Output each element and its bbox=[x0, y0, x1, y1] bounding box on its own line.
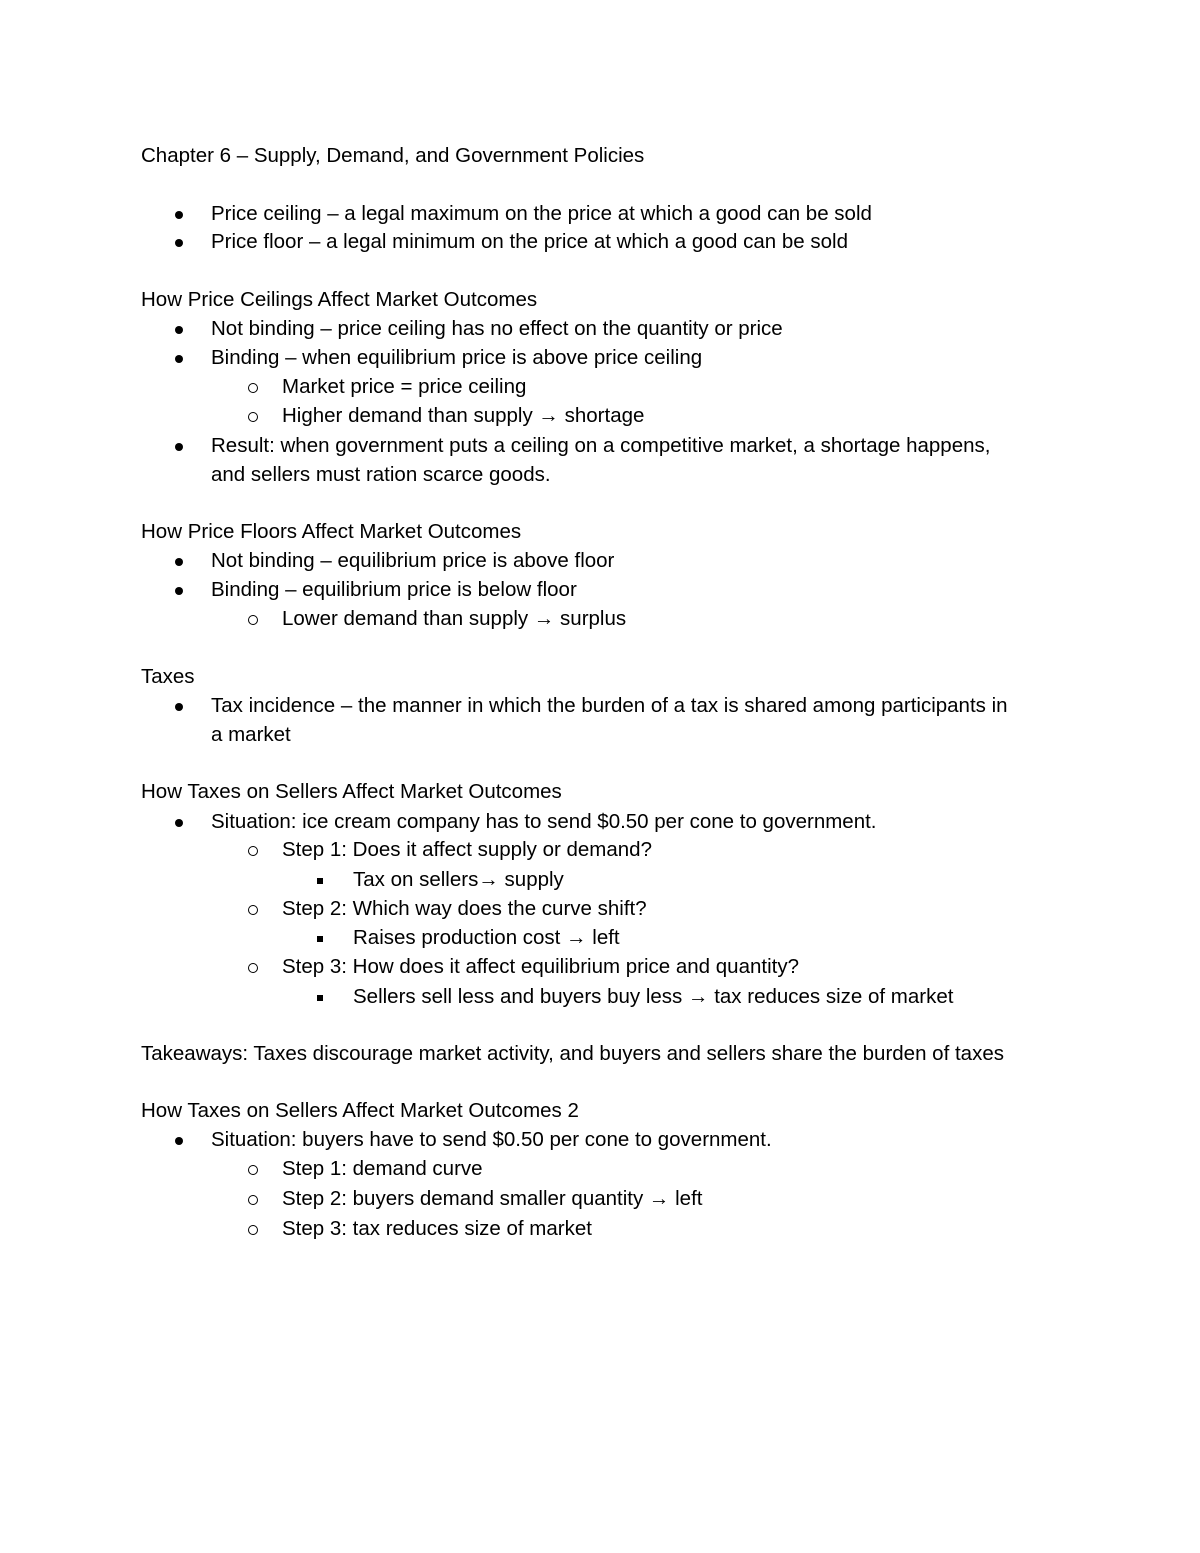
list-item: Higher demand than supply → shortage bbox=[282, 404, 645, 427]
list-item: Market price = price ceiling bbox=[282, 375, 527, 398]
arrow-right-icon: → bbox=[648, 1187, 670, 1210]
bullet-icon bbox=[175, 317, 183, 341]
takeaways-text: Takeaways: Taxes discourage market activity, and buyers and sellers share the burden of taxes bbox=[141, 1042, 1004, 1065]
list-item: Sellers sell less and buyers buy less → tax reduces size of market bbox=[353, 985, 954, 1008]
list-item: Step 3: tax reduces size of market bbox=[282, 1217, 592, 1240]
list-item: Tax incidence – the manner in which the burden of a tax is shared among participants in bbox=[211, 694, 1008, 717]
list-item: Step 1: Does it affect supply or demand? bbox=[282, 838, 652, 861]
list-item: Tax on sellers→ supply bbox=[353, 868, 564, 891]
circle-bullet-icon bbox=[248, 1217, 258, 1241]
circle-bullet-icon bbox=[248, 897, 258, 921]
list-item: Step 2: buyers demand smaller quantity → left bbox=[282, 1187, 703, 1210]
bullet-icon bbox=[175, 202, 183, 226]
arrow-right-icon: → bbox=[533, 607, 555, 630]
bullet-icon bbox=[175, 694, 183, 718]
section-heading: Taxes bbox=[141, 665, 195, 688]
list-item: Not binding – price ceiling has no effect on the quantity or price bbox=[211, 317, 783, 340]
list-item: Step 2: Which way does the curve shift? bbox=[282, 897, 647, 920]
arrow-right-icon: → bbox=[478, 868, 499, 891]
list-item: Raises production cost → left bbox=[353, 926, 620, 949]
bullet-icon bbox=[175, 434, 183, 458]
page-title: Chapter 6 – Supply, Demand, and Government Policies bbox=[141, 144, 645, 167]
list-item: Price floor – a legal minimum on the price at which a good can be sold bbox=[211, 230, 848, 253]
circle-bullet-icon bbox=[248, 1187, 258, 1211]
bullet-icon bbox=[175, 230, 183, 254]
section-heading: How Taxes on Sellers Affect Market Outcomes bbox=[141, 780, 562, 803]
circle-bullet-icon bbox=[248, 375, 258, 399]
list-item: Step 3: How does it affect equilibrium price and quantity? bbox=[282, 955, 799, 978]
circle-bullet-icon bbox=[248, 838, 258, 862]
list-item-continuation: and sellers must ration scarce goods. bbox=[211, 463, 551, 486]
list-item: Price ceiling – a legal maximum on the price at which a good can be sold bbox=[211, 202, 872, 225]
list-item-continuation: a market bbox=[211, 723, 291, 746]
list-item: Result: when government puts a ceiling on a competitive market, a shortage happens, bbox=[211, 434, 991, 457]
list-item: Situation: ice cream company has to send $0.50 per cone to government. bbox=[211, 810, 877, 833]
section-heading: How Price Floors Affect Market Outcomes bbox=[141, 520, 522, 543]
list-item: Binding – equilibrium price is below floor bbox=[211, 578, 577, 601]
bullet-icon bbox=[175, 1128, 183, 1152]
square-bullet-icon bbox=[317, 926, 323, 950]
list-item: Not binding – equilibrium price is above floor bbox=[211, 549, 615, 572]
section-heading: How Taxes on Sellers Affect Market Outcomes 2 bbox=[141, 1099, 579, 1122]
arrow-right-icon: → bbox=[688, 985, 709, 1008]
list-item: Step 1: demand curve bbox=[282, 1157, 483, 1180]
list-item: Lower demand than supply → surplus bbox=[282, 607, 627, 630]
circle-bullet-icon bbox=[248, 404, 258, 428]
list-item: Binding – when equilibrium price is above price ceiling bbox=[211, 346, 703, 369]
square-bullet-icon bbox=[317, 868, 323, 892]
bullet-icon bbox=[175, 810, 183, 834]
bullet-icon bbox=[175, 549, 183, 573]
square-bullet-icon bbox=[317, 985, 323, 1009]
circle-bullet-icon bbox=[248, 607, 258, 631]
bullet-icon bbox=[175, 346, 183, 370]
list-item: Situation: buyers have to send $0.50 per cone to government. bbox=[211, 1128, 772, 1151]
arrow-right-icon: → bbox=[538, 404, 559, 427]
bullet-icon bbox=[175, 578, 183, 602]
circle-bullet-icon bbox=[248, 1157, 258, 1181]
circle-bullet-icon bbox=[248, 955, 258, 979]
arrow-right-icon: → bbox=[566, 926, 587, 949]
section-heading: How Price Ceilings Affect Market Outcomes bbox=[141, 288, 538, 311]
